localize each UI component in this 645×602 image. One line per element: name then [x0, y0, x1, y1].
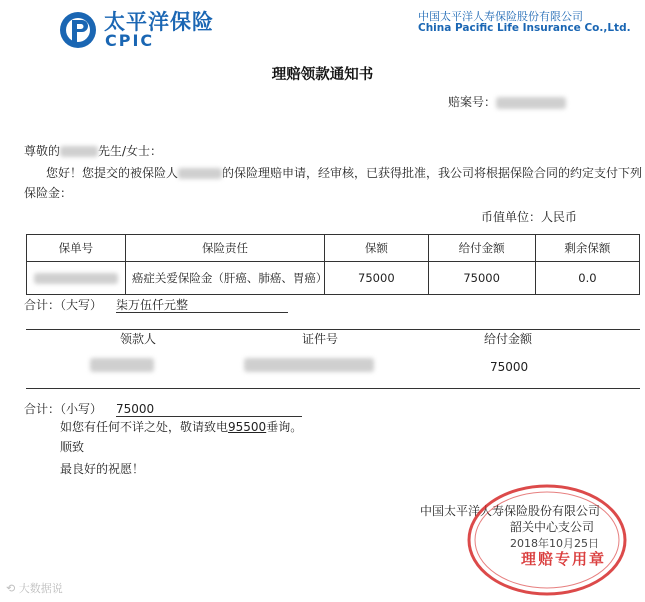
col-remaining: 剩余保额 [535, 235, 639, 262]
greeting-prefix: 尊敬的 [24, 144, 61, 158]
total-lower-label: 合计：（小写） [24, 402, 103, 416]
cell-liability: 癌症关爱保险金（肝癌、肺癌、胃癌） [125, 262, 324, 295]
redacted-name [60, 146, 98, 157]
company-name-en: China Pacific Life Insurance Co.,Ltd. [418, 22, 631, 34]
signature-date: 2018年10月25日 [510, 537, 599, 550]
redacted-case-number [496, 97, 566, 109]
company-name-cn: 中国太平洋人寿保险股份有限公司 [418, 10, 583, 23]
col-payout: 给付金额 [428, 235, 535, 262]
greeting-suffix: 先生/女士： [98, 144, 163, 158]
redacted-policy-number [34, 273, 118, 284]
total-uppercase [24, 296, 288, 314]
cell-remaining: 0.0 [535, 262, 639, 295]
redacted-payee-name [90, 358, 154, 372]
cell-sum-insured: 75000 [325, 262, 428, 295]
table-header-row [27, 235, 640, 262]
letter-body-line2: 保险金： [24, 186, 73, 200]
case-number-label: 赔案号： [448, 95, 497, 109]
letter-body-line [46, 164, 642, 182]
cell-policy-number [27, 262, 126, 295]
brand-name-en: CPIC [105, 31, 155, 50]
signature-company: 中国太平洋人寿保险股份有限公司 [420, 504, 601, 518]
total-lowercase [24, 400, 302, 418]
letter-body-part2: 的保险理赔申请，经审核，已获得批准，我公司将根据保险合同的约定支付下列 [222, 166, 643, 180]
letter-body-part1: 您好！您提交的被保险人 [46, 166, 179, 180]
redacted-insured-name [178, 168, 222, 179]
policy-table [26, 234, 640, 295]
payee-amount: 75000 [490, 360, 529, 374]
claims-stamp [447, 482, 627, 602]
total-upper-value: 柒万伍仟元整 [116, 298, 288, 313]
inquiry-text: 如您有任何不详之处，敬请致电 [60, 420, 229, 434]
case-number [448, 93, 566, 110]
redacted-id-number [244, 358, 374, 372]
cpic-logo-icon [58, 10, 98, 50]
table-row [27, 262, 640, 295]
inquiry-line [60, 418, 302, 436]
inquiry-text-end: 垂询。 [266, 420, 303, 434]
currency-unit: 币值单位：人民币 [481, 210, 578, 224]
id-number-header: 证件号 [302, 332, 339, 346]
watermark-text: 大数据说 [18, 582, 63, 595]
payee-header: 领款人 [120, 332, 157, 346]
brand-name-cn: 太平洋保险 [104, 10, 214, 34]
col-policy-number: 保单号 [27, 235, 126, 262]
closing-wish: 最良好的祝愿！ [60, 462, 145, 476]
payee-section [26, 329, 640, 389]
service-phone: 95500 [228, 420, 267, 434]
col-sum-insured: 保额 [325, 235, 428, 262]
total-upper-label: 合计：（大写） [24, 298, 103, 312]
payout-amount-header: 给付金额 [484, 332, 533, 346]
document-title: 理赔领款通知书 [271, 67, 374, 83]
greeting [24, 142, 162, 160]
stamp-text: 理赔专用章 [521, 550, 607, 568]
closing-line: 顺致 [60, 440, 85, 454]
watermark [6, 580, 63, 596]
total-lower-value: 75000 [116, 402, 302, 417]
cell-payout: 75000 [428, 262, 535, 295]
col-liability: 保险责任 [125, 235, 324, 262]
watermark-icon: ⟲ [6, 582, 16, 595]
signature-branch: 韶关中心支公司 [510, 520, 595, 534]
